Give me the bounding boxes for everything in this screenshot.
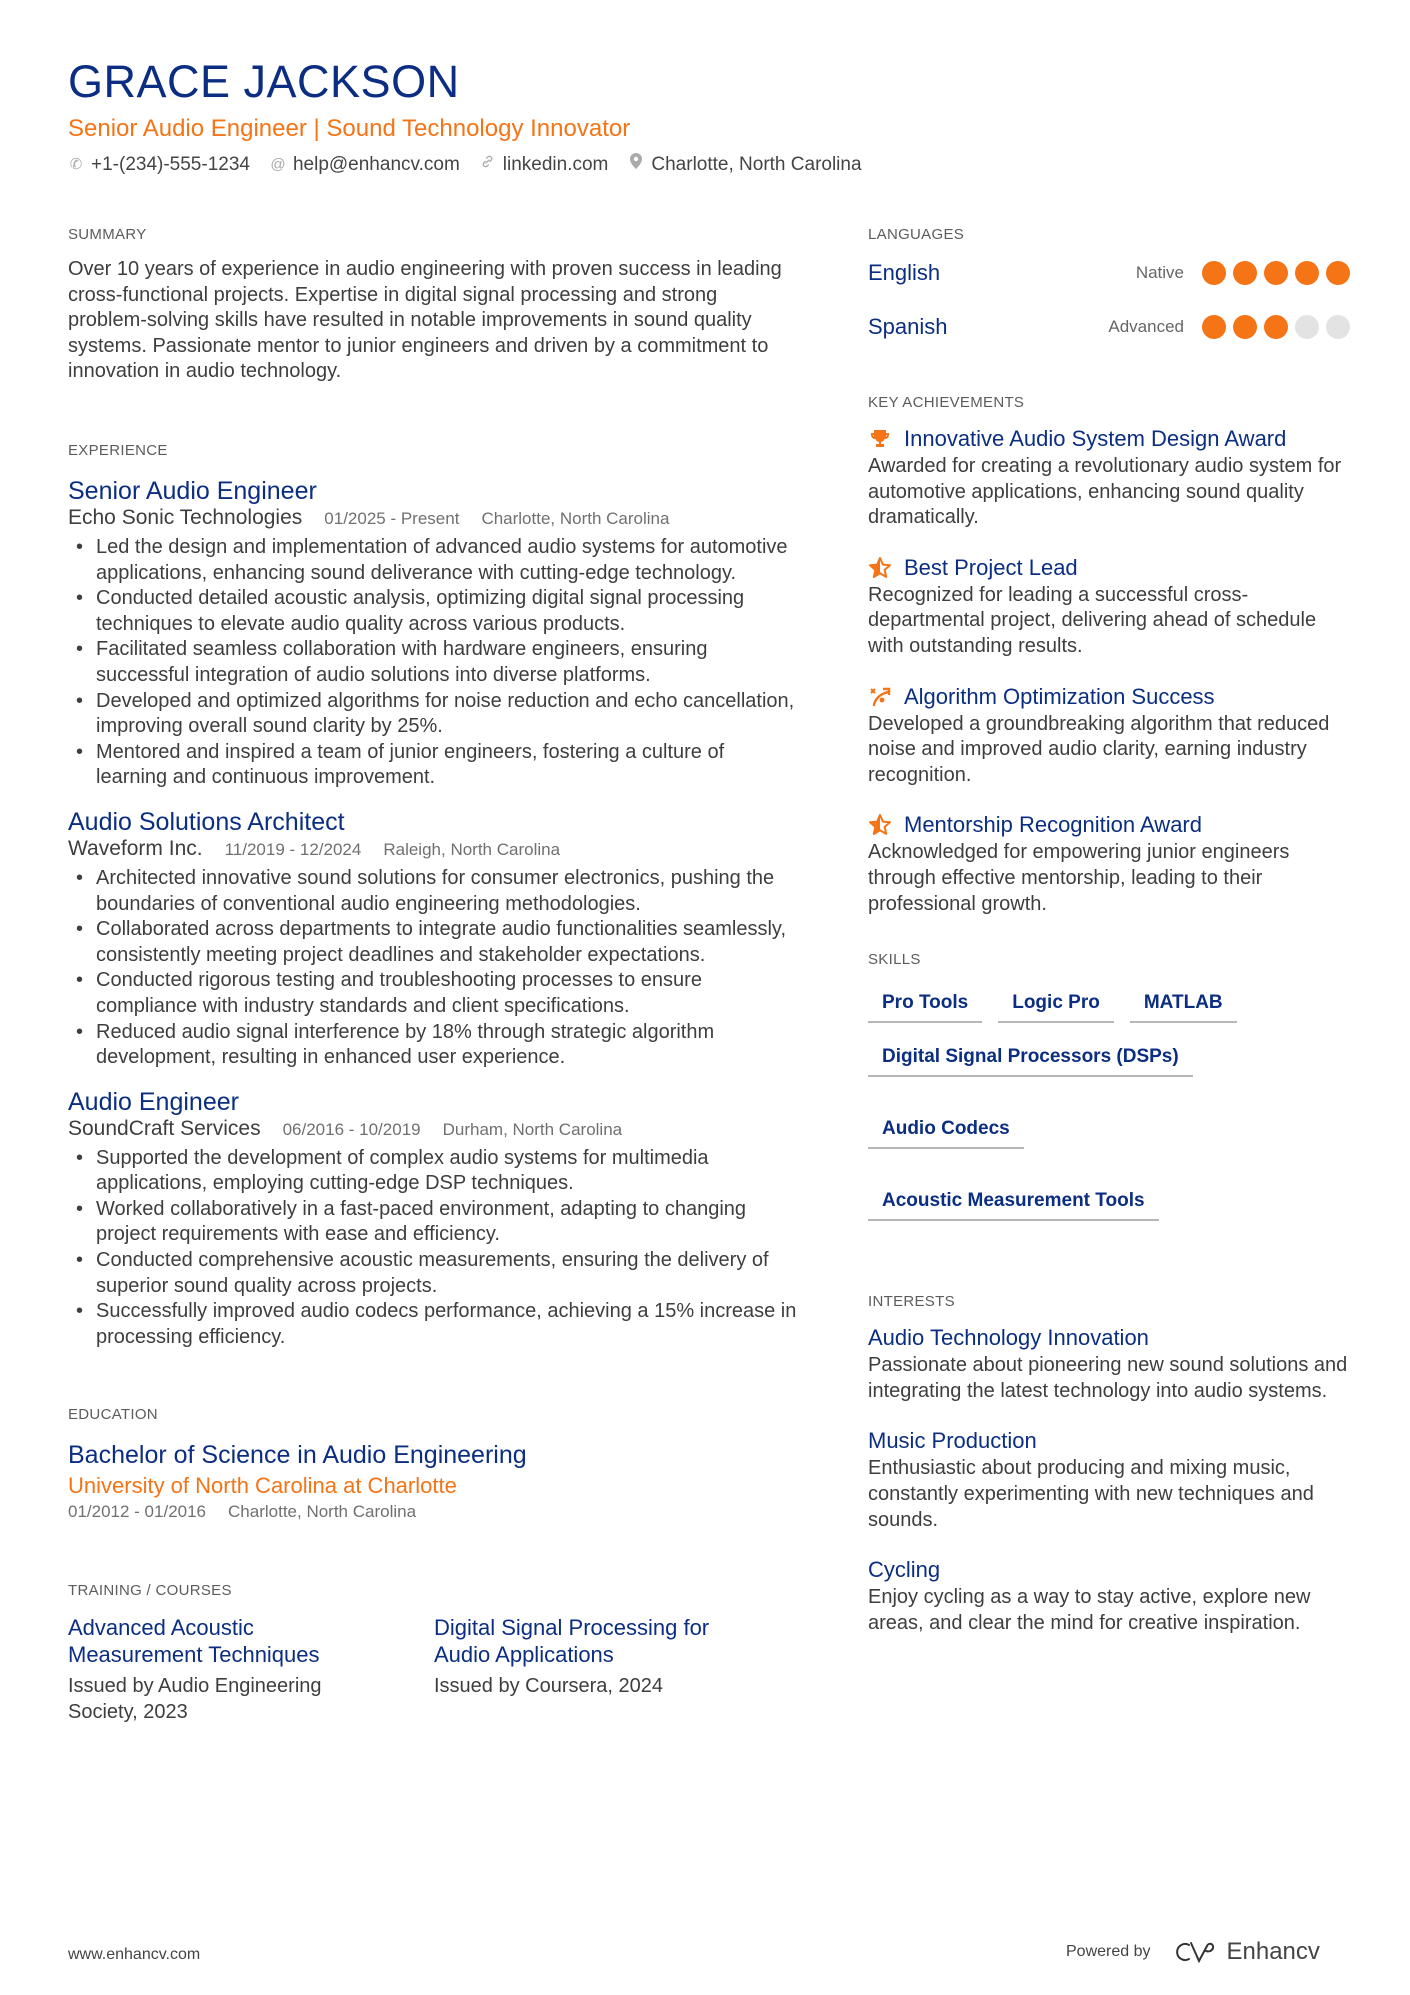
- course-issuer: Issued by Audio Engineering Society, 2023: [68, 1675, 322, 1724]
- skill-list: [868, 987, 1350, 1221]
- training-section: [68, 1582, 800, 1725]
- enhancv-logo[interactable]: [1173, 1938, 1320, 1966]
- job-title: Audio Engineer: [68, 1087, 239, 1116]
- bullet-item: • Conducted comprehensive acoustic measurements, ensuring the delivery of superior sound quality across projects.: [68, 1248, 800, 1299]
- job-bullets: [68, 866, 800, 1071]
- language-name: English: [868, 260, 941, 285]
- brand-name: Enhancv: [1226, 1938, 1320, 1965]
- interests-section: [868, 1293, 1350, 1636]
- link-icon: [480, 153, 496, 177]
- experience-item: [68, 807, 800, 1071]
- bullet-item: • Reduced audio signal interference by 18% through strategic algorithm development, resulting in enhanced user experience.: [68, 1020, 800, 1071]
- skill-tag: Audio Codecs: [868, 1113, 1024, 1149]
- dot-empty: [1295, 315, 1319, 339]
- summary-heading: SUMMARY: [68, 226, 147, 243]
- education-meta: [68, 1500, 800, 1524]
- job-location: Durham, North Carolina: [442, 1119, 623, 1139]
- skill-tag: Logic Pro: [998, 987, 1114, 1023]
- company-name: SoundCraft Services: [68, 1116, 261, 1140]
- bullet-item: • Mentored and inspired a team of junior engineers, fostering a culture of learning and continuous improvement.: [68, 740, 800, 791]
- skills-section: [868, 951, 1350, 1221]
- bullet-item: • Successfully improved audio codecs performance, achieving a 15% increase in processing efficiency.: [68, 1299, 800, 1350]
- course-item: [68, 1614, 434, 1725]
- bullet-item: • Developed and optimized algorithms for noise reduction and echo cancellation, improving overall sound clarity by 25%.: [68, 689, 800, 740]
- course-title: Digital Signal Processing for Audio Applications: [434, 1615, 710, 1668]
- contact-phone[interactable]: [68, 153, 250, 177]
- dot-filled: [1295, 261, 1319, 285]
- interest-title: Cycling: [868, 1557, 941, 1583]
- achievement-text: Awarded for creating a revolutionary audio system for automotive applications, enhancing sound quality dramatically.: [868, 455, 1342, 529]
- footer-branding: [1066, 1938, 1320, 1966]
- job-location: Raleigh, North Carolina: [383, 839, 561, 859]
- skill-tag: Pro Tools: [868, 987, 982, 1023]
- job-title: Senior Audio Engineer: [68, 477, 317, 505]
- contact-email[interactable]: [270, 153, 460, 177]
- linkedin-text: linkedin.com: [502, 154, 609, 175]
- achievement-item: [868, 810, 1350, 917]
- language-level: Advanced: [1108, 317, 1184, 336]
- bullet-item: • Worked collaboratively in a fast-paced environment, adapting to changing project requirements with ease and efficiency.: [68, 1197, 800, 1248]
- bullet-item: • Conducted detailed acoustic analysis, optimizing digital signal processing techniques to elevate audio quality across various products.: [68, 586, 800, 637]
- phone-icon: ✆: [69, 156, 83, 173]
- job-meta: [68, 1117, 800, 1142]
- star-icon: [868, 556, 892, 580]
- education-heading: EDUCATION: [68, 1406, 158, 1424]
- achievement-item: [868, 553, 1350, 660]
- job-meta: [68, 837, 800, 862]
- trophy-icon: [868, 427, 892, 451]
- achievements-section: [868, 394, 1350, 917]
- interest-title: Music Production: [868, 1428, 1037, 1454]
- training-heading: TRAINING / COURSES: [68, 1582, 232, 1600]
- achievement-title: Best Project Lead: [904, 554, 1078, 580]
- bullet-item: • Supported the development of complex audio systems for multimedia applications, employing cutting-edge DSP techniques.: [68, 1146, 800, 1197]
- dot-filled: [1326, 261, 1350, 285]
- language-level: Native: [1135, 263, 1184, 282]
- company-name: Waveform Inc.: [68, 836, 203, 860]
- course-item: [434, 1614, 800, 1725]
- dot-empty: [1326, 315, 1350, 339]
- candidate-name: GRACE JACKSON: [68, 56, 460, 107]
- achievement-text: Recognized for leading a successful cross-departmental project, delivering ahead of schedule with outstanding results.: [868, 583, 1317, 657]
- bullet-item: • Facilitated seamless collaboration with hardware engineers, ensuring successful integration of audio solutions into diverse platforms.: [68, 637, 800, 688]
- education-location: Charlotte, North Carolina: [228, 1502, 417, 1522]
- skill-tag: MATLAB: [1130, 987, 1237, 1023]
- job-title: Audio Solutions Architect: [68, 807, 345, 836]
- course-list: [68, 1614, 800, 1725]
- summary-text: Over 10 years of experience in audio engineering with proven success in leading cross-functional projects. Expertise in digital signal processing and strong problem-solving skills have resulted in notable improvements in sound quality systems. Passionate mentor to junior engineers and driven by a commitment to innovation in audio technology.: [68, 258, 782, 383]
- interest-item: [868, 1323, 1350, 1404]
- company-name: Echo Sonic Technologies: [68, 506, 303, 529]
- dot-filled: [1264, 261, 1288, 285]
- experience-heading: EXPERIENCE: [68, 442, 168, 459]
- interest-item: [868, 1426, 1350, 1533]
- dot-filled: [1264, 315, 1288, 339]
- education-section: [68, 1406, 800, 1524]
- experience-item: [68, 476, 800, 791]
- contact-linkedin[interactable]: [480, 153, 609, 177]
- star-icon: [868, 813, 892, 837]
- bullet-item: • Collaborated across departments to integrate audio functionalities seamlessly, consistently meeting project deadlines and stakeholder expectations.: [68, 917, 800, 968]
- degree-title: Bachelor of Science in Audio Engineering: [68, 1441, 527, 1470]
- powered-by-label: Powered by: [1066, 1943, 1151, 1960]
- education-dates: 01/2012 - 01/2016: [68, 1502, 207, 1522]
- interest-text: Enthusiastic about producing and mixing music, constantly experimenting with new techniques and sounds.: [868, 1457, 1314, 1531]
- proficiency-dots: [1202, 315, 1350, 339]
- phone-text: +1-(234)-555-1234: [91, 154, 250, 175]
- contact-row: [68, 153, 1358, 177]
- left-column: [68, 226, 800, 1726]
- job-dates: 11/2019 - 12/2024: [224, 839, 362, 859]
- languages-section: [868, 226, 1350, 354]
- contact-location: [628, 153, 861, 177]
- achievement-text: Acknowledged for empowering junior engineers through effective mentorship, leading to their professional growth.: [868, 841, 1290, 915]
- interest-text: Enjoy cycling as a way to stay active, explore new areas, and clear the mind for creative inspiration.: [868, 1586, 1311, 1634]
- achievement-title: Mentorship Recognition Award: [904, 812, 1202, 838]
- job-dates: 01/2025 - Present: [324, 509, 460, 528]
- bullet-item: • Conducted rigorous testing and troubleshooting processes to ensure compliance with industry standards and client specifications.: [68, 968, 800, 1019]
- email-text: help@enhancv.com: [292, 154, 460, 175]
- footer-website-link[interactable]: www.enhancv.com: [68, 1946, 201, 1963]
- bullet-item: • Led the design and implementation of advanced audio systems for automotive applications, enhancing sound deliverance with cutting-edge technology.: [68, 535, 800, 586]
- candidate-headline: Senior Audio Engineer | Sound Technology Innovator: [68, 115, 631, 142]
- language-row: [868, 246, 1350, 300]
- dot-filled: [1202, 261, 1226, 285]
- school-name: University of North Carolina at Charlotte: [68, 1473, 457, 1499]
- interest-title: Audio Technology Innovation: [868, 1325, 1149, 1351]
- course-issuer: Issued by Coursera, 2024: [434, 1675, 664, 1698]
- right-column: [868, 226, 1350, 1636]
- job-dates: 06/2016 - 10/2019: [282, 1119, 421, 1139]
- course-title: Advanced Acoustic Measurement Techniques: [68, 1615, 320, 1668]
- enhancv-logo-icon: [1173, 1940, 1217, 1964]
- job-location: Charlotte, North Carolina: [481, 509, 670, 528]
- achievement-title: Algorithm Optimization Success: [904, 683, 1215, 709]
- skills-heading: SKILLS: [868, 951, 921, 969]
- bullet-item: • Architected innovative sound solutions for consumer electronics, pushing the boundaries of conventional audio engineering methodologies.: [68, 866, 800, 917]
- achievement-title: Innovative Audio System Design Award: [904, 426, 1287, 451]
- language-row: [868, 300, 1350, 354]
- at-icon: @: [270, 156, 286, 173]
- interest-text: Passionate about pioneering new sound solutions and integrating the latest technology into audio systems.: [868, 1354, 1348, 1402]
- skill-tag: Acoustic Measurement Tools: [868, 1185, 1159, 1221]
- summary-section: [68, 226, 800, 442]
- achievement-text: Developed a groundbreaking algorithm that reduced noise and improved audio clarity, earning industry recognition.: [868, 712, 1330, 786]
- language-name: Spanish: [868, 314, 948, 339]
- job-meta: [68, 506, 800, 531]
- location-pin-icon: [628, 153, 644, 177]
- dot-filled: [1202, 315, 1226, 339]
- resume-header: [68, 56, 1358, 177]
- job-bullets: [68, 535, 800, 791]
- strategy-arrow-icon: [868, 685, 892, 709]
- languages-heading: LANGUAGES: [868, 226, 965, 243]
- experience-section: [68, 442, 800, 1350]
- achievements-heading: KEY ACHIEVEMENTS: [868, 394, 1025, 411]
- interest-item: [868, 1555, 1350, 1636]
- interests-heading: INTERESTS: [868, 1293, 955, 1311]
- achievement-item: [868, 682, 1350, 789]
- skill-tag: Digital Signal Processors (DSPs): [868, 1041, 1193, 1077]
- job-bullets: [68, 1146, 800, 1351]
- dot-filled: [1233, 315, 1257, 339]
- experience-item: [68, 1087, 800, 1351]
- proficiency-dots: [1202, 261, 1350, 285]
- location-text: Charlotte, North Carolina: [651, 154, 862, 175]
- dot-filled: [1233, 261, 1257, 285]
- achievement-item: [868, 424, 1350, 531]
